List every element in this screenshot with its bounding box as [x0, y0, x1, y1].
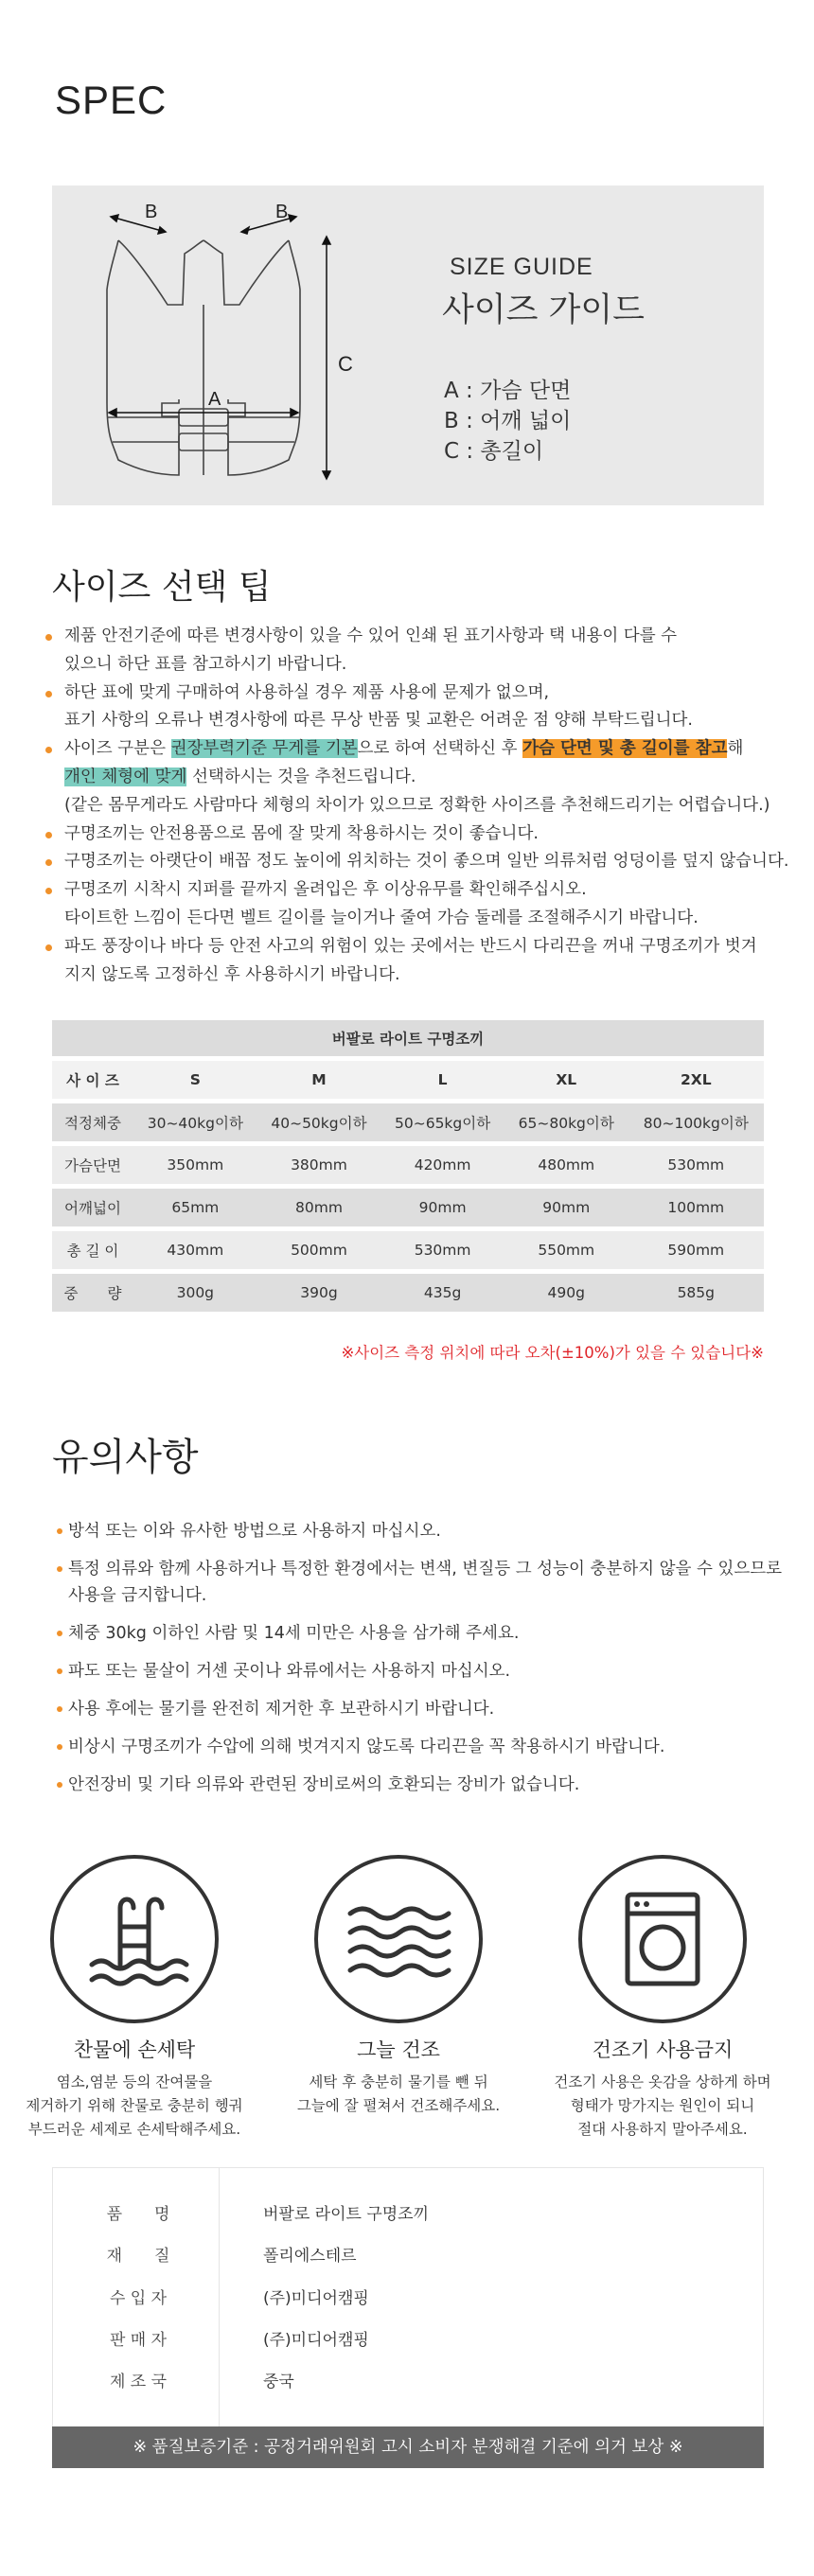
bullet-icon	[45, 888, 52, 894]
bullet-icon	[45, 691, 52, 697]
size-guide-line-c: C : 총길이	[444, 439, 544, 464]
highlight-green: 권장부력기준 무게를 기본	[170, 739, 358, 759]
size-table-title: 버팔로 라이트 구명조끼	[52, 1020, 764, 1059]
size-guide-title-en: SIZE GUIDE	[450, 254, 593, 280]
size-guide-title-kr: 사이즈 가이드	[442, 291, 645, 329]
label-b-right: B	[275, 202, 289, 222]
label-a: A	[208, 389, 221, 410]
info-row: 판 매 자 (주)미디어캠핑	[109, 2331, 369, 2350]
product-info-table	[52, 2167, 764, 2427]
bullet-icon	[57, 1631, 62, 1636]
care-title-shade-dry: 그늘 건조	[357, 2038, 440, 2061]
bullet-icon	[57, 1782, 62, 1788]
care-title-hand-wash: 찬물에 손세탁	[73, 2038, 196, 2061]
tip-item: 구명조끼는 안전용품으로 몸에 잘 맞게 착용하시는 것이 좋습니다.	[45, 820, 803, 849]
tips-title: 사이즈 선택 팁	[52, 568, 272, 607]
bullet-icon	[45, 832, 52, 838]
care-desc-no-dryer: 건조기 사용은 옷감을 상하게 하며 형태가 망가지는 원인이 되니 절대 사용하지 말아주세요.	[554, 2073, 771, 2138]
warranty-bar: ※ 품질보증기준 : 공정거래위원회 고시 소비자 분쟁해결 기준에 의거 보상 ※	[52, 2426, 764, 2468]
pool-ladder-icon	[50, 1855, 219, 2023]
caution-item: 비상시 구명조끼가 수압에 의해 벗겨지지 않도록 다리끈을 꼭 착용하시기 바랍니다.	[57, 1734, 805, 1760]
info-row: 재 질 폴리에스테르	[106, 2247, 357, 2266]
bullet-icon	[57, 1744, 62, 1750]
care-desc-hand-wash: 염소,염분 등의 잔여물을 제거하기 위해 찬물로 충분히 헹궈 부드러운 세제로 손세탁해주세요.	[26, 2073, 243, 2138]
caution-item: 사용 후에는 물기를 완전히 제거한 후 보관하시기 바랍니다.	[57, 1696, 805, 1722]
table-row: 총 길 이 430mm 500mm 530mm 550mm 590mm	[52, 1229, 764, 1272]
life-vest-diagram	[52, 185, 393, 505]
tips-list	[45, 623, 803, 989]
bullet-icon	[57, 1528, 62, 1534]
caution-item: 안전장비 및 기타 의류와 관련된 장비로써의 호환되는 장비가 없습니다.	[57, 1772, 805, 1798]
table-row: 적정체중 30~40kg이하 40~50kg이하 50~65kg이하 65~80kg이하 80~100kg이하	[52, 1102, 764, 1144]
size-guide-line-b: B : 어깨 넓이	[444, 409, 572, 433]
caution-item: 파도 또는 물살이 거센 곳이나 와류에서는 사용하지 마십시오.	[57, 1658, 805, 1685]
size-guide-panel	[52, 185, 764, 505]
table-row: 어깨넓이 65mm 80mm 90mm 90mm 100mm	[52, 1187, 764, 1229]
bullet-icon	[45, 634, 52, 641]
highlight-orange: 가슴 단면 및 총 길이를 참고	[522, 739, 728, 759]
label-c: C	[338, 352, 353, 376]
bullet-icon	[45, 747, 52, 753]
tip-item: 구명조끼 시착시 지퍼를 끝까지 올려입은 후 이상유무를 확인해주십시오. 타이트한 느낌이 든다면 벨트 길이를 늘이거나 줄여 가슴 둘레를 조절해주시기 바랍니다.	[45, 876, 803, 933]
caution-item: 체중 30kg 이하인 사람 및 14세 미만은 사용을 삼가해 주세요.	[57, 1620, 805, 1647]
highlight-green: 개인 체형에 맞게	[64, 767, 187, 786]
info-row: 수 입 자 (주)미디어캠핑	[109, 2289, 369, 2308]
tip-item: 하단 표에 맞게 구매하여 사용하실 경우 제품 사용에 문제가 없으며, 표기 사항의 오류나 변경사항에 따른 무상 반품 및 교환은 어려운 점 양해 부탁드립니다.	[45, 679, 803, 736]
table-row: 가슴단면 350mm 380mm 420mm 480mm 530mm	[52, 1144, 764, 1187]
info-row: 제 조 국 중국	[109, 2373, 294, 2391]
bullet-icon	[45, 944, 52, 951]
care-title-no-dryer: 건조기 사용금지	[592, 2038, 734, 2061]
tip-item: 파도 풍장이나 바다 등 안전 사고의 위험이 있는 곳에서는 반드시 다리끈을 꺼내 구명조끼가 벗겨 지지 않도록 고정하신 후 사용하시기 바랍니다.	[45, 933, 803, 990]
washing-machine-icon	[578, 1855, 747, 2023]
info-row: 품 명 버팔로 라이트 구명조끼	[106, 2205, 430, 2224]
caution-item: 방석 또는 이와 유사한 방법으로 사용하지 마십시오.	[57, 1518, 805, 1544]
bullet-icon	[57, 1566, 62, 1572]
tip-item: 구명조끼는 아랫단이 배꼽 정도 높이에 위치하는 것이 좋으며 일반 의류처럼 엉덩이를 덮지 않습니다.	[45, 848, 803, 876]
waves-icon	[314, 1855, 483, 2023]
spec-title: SPEC	[55, 78, 168, 122]
bullet-icon	[57, 1668, 62, 1674]
care-desc-shade-dry: 세탁 후 충분히 물기를 뺀 뒤 그늘에 잘 펼쳐서 건조해주세요.	[296, 2073, 501, 2114]
table-row: 중 량 300g 390g 435g 490g 585g	[52, 1272, 764, 1314]
tip-item: 제품 안전기준에 따른 변경사항이 있을 수 있어 인쇄 된 표기사항과 택 내용이 다를 수 있으니 하단 표를 참고하시기 바랍니다.	[45, 623, 803, 679]
caution-list	[57, 1518, 805, 1809]
bullet-icon	[45, 859, 52, 866]
caution-title: 유의사항	[52, 1436, 199, 1479]
size-table-note: ※사이즈 측정 위치에 따라 오차(±10%)가 있을 수 있습니다※	[341, 1344, 764, 1362]
bullet-icon	[57, 1706, 62, 1712]
size-guide-line-a: A : 가슴 단면	[444, 379, 572, 403]
table-header-row: 사 이 즈 S M L XL 2XL	[52, 1059, 764, 1102]
label-b-left: B	[145, 202, 158, 222]
caution-item: 특정 의류와 함께 사용하거나 특정한 환경에서는 변색, 변질등 그 성능이 충분하지 않을 수 있으므로 사용을 금지합니다.	[57, 1556, 805, 1609]
tip-item: 사이즈 구분은 권장부력기준 무게를 기본으로 하여 선택하신 후 가슴 단면 및 총 길이를 참고해 개인 체형에 맞게 선택하시는 것을 추천드립니다. (같은 몸무게라도 사람마다 체형의 차이가 있으므로 정확한 사이즈를 추천해드리기는 어렵습니다.)	[45, 735, 803, 820]
size-table	[52, 1020, 764, 1316]
